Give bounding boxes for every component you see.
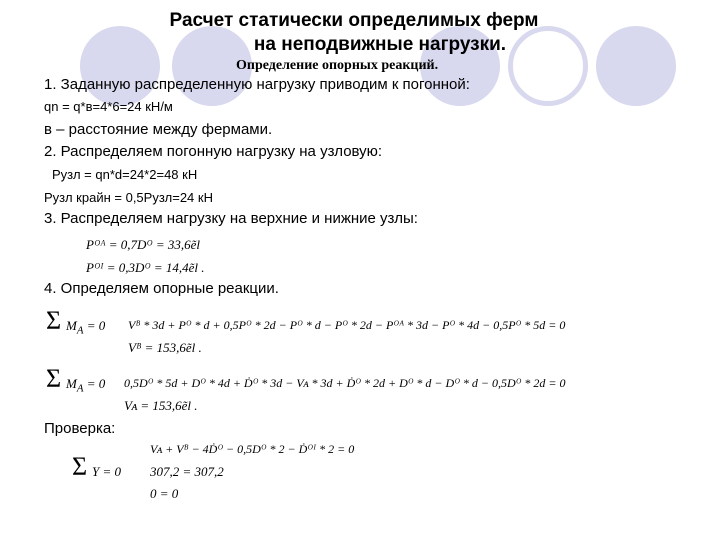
- page-subtitle: Определение опорных реакций.: [236, 58, 439, 73]
- formula-lower-nodes: Pᴼᴵ = 0,3Dᴼ = 14,4ẽl .: [86, 260, 205, 275]
- step-4: 4. Определяем опорные реакции.: [44, 280, 279, 297]
- check-label: Проверка:: [44, 420, 116, 437]
- moment-1-equation: Vᴮ * 3d + Pᴼ * d + 0,5Pᴼ * 2d − Pᴼ * d − Pᴼ * 2d − Pᴼᴬ * 3d − Pᴼ * 4d − 0,5Pᴼ * 5d = 0: [128, 318, 566, 332]
- y-result-2: 0 = 0: [150, 486, 179, 501]
- sigma-icon-3: Σ: [72, 452, 88, 481]
- edge-load: Рузл крайн = 0,5Рузл=24 кН: [44, 190, 213, 205]
- distance-note: в – расстояние между фермами.: [44, 121, 273, 138]
- step-3: 3. Распределяем нагрузку на верхние и нижние узлы:: [44, 210, 418, 227]
- sigma-icon-1: Σ: [46, 306, 62, 335]
- moment-2-label: $M_A = 0$: [66, 376, 106, 395]
- moment-1-label: $M_A = 0$: [66, 318, 106, 337]
- page-title-line2: на неподвижные нагрузки.: [253, 34, 507, 55]
- y-result-1: 307,2 = 307,2: [150, 464, 224, 479]
- page-title-line1: Расчет статически определимых ферм: [169, 10, 539, 31]
- moment-1-result: Vᴮ = 153,6ẽl .: [128, 340, 202, 355]
- y-sum-label: Y = 0: [92, 464, 122, 479]
- y-equation: Vᴀ + Vᴮ − 4Ḋᴼ − 0,5Dᴼ * 2 − Ḋᴼᴵ * 2 = 0: [150, 442, 355, 456]
- moment-2-equation: 0,5Dᴼ * 5d + Dᴼ * 4d + Ḋᴼ * 3d − Vᴀ * 3d + Ḋᴼ * 2d + Dᴼ * d − Dᴼ * d − 0,5Dᴼ * 2d = 0: [124, 376, 566, 390]
- node-load: Рузл = qn*d=24*2=48 кН: [52, 167, 198, 182]
- formula-upper-nodes: Pᴼᴬ = 0,7Dᴼ = 33,6ẽl: [86, 237, 201, 252]
- step-1: 1. Заданную распределенную нагрузку приводим к погонной:: [44, 76, 470, 93]
- step-2: 2. Распределяем погонную нагрузку на узловую:: [44, 143, 383, 160]
- sigma-icon-2: Σ: [46, 364, 62, 393]
- moment-2-result: Vᴀ = 153,6ẽl .: [124, 398, 198, 413]
- qn-formula: qn = q*в=4*6=24 кН/м: [44, 99, 173, 114]
